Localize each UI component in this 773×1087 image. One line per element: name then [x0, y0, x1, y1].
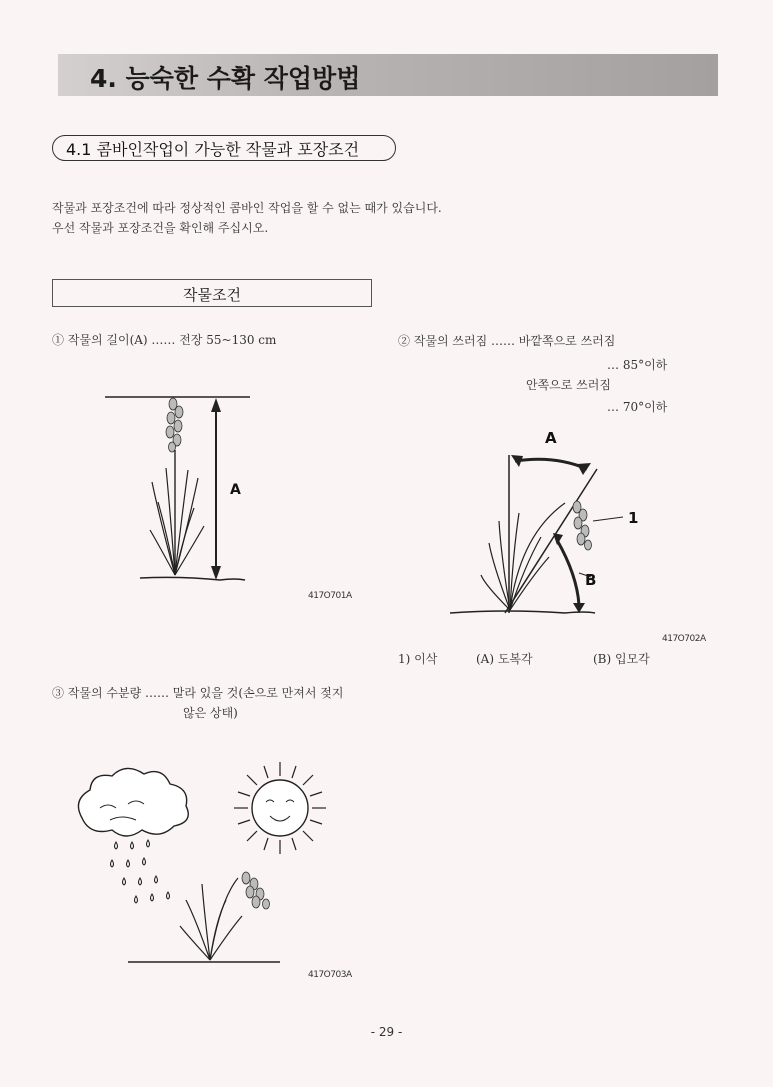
figure-code-1: 417O701A — [308, 591, 352, 601]
crop-length-illustration — [100, 390, 280, 600]
lodging-angle-illustration — [445, 425, 665, 625]
figure-code-3: 417O703A — [308, 970, 352, 980]
lodging-label-a: A — [545, 429, 557, 447]
crop-length-text: ① 작물의 길이(A) …… 전장 55~130 cm — [52, 333, 277, 347]
intro-text — [52, 198, 442, 238]
figure-code-2: 417O702A — [662, 634, 706, 644]
lodging-line-1: ② 작물의 쓰러짐 …… 바깥쪽으로 쓰러짐 — [398, 334, 616, 348]
legend-ear: 1) 이삭 — [398, 652, 438, 666]
moisture-line-1: ③ 작물의 수분량 …… 말라 있을 것(손으로 만져서 젖지 — [52, 686, 344, 700]
ear-label-1: 1 — [628, 509, 639, 527]
lodging-line-4: … 70°이하 — [607, 400, 668, 414]
chapter-title: 4. 능숙한 수확 작업방법 — [90, 64, 361, 93]
intro-line-1: 작물과 포장조건에 따라 정상적인 콤바인 작업을 할 수 없는 때가 있습니다. — [52, 201, 442, 215]
moisture-line-2: 않은 상태) — [183, 706, 238, 720]
page-number: - 29 - — [370, 1025, 403, 1039]
moisture-illustration — [70, 760, 370, 980]
section-title: 4.1 콤바인작업이 가능한 작물과 포장조건 — [66, 140, 360, 159]
crop-conditions-heading: 작물조건 — [183, 286, 241, 304]
lodging-line-3: 안쪽으로 쓰러짐 — [526, 378, 611, 392]
legend-lodging-angle: (A) 도복각 — [476, 652, 533, 666]
intro-line-2: 우선 작물과 포장조건을 확인해 주십시오. — [52, 221, 269, 235]
length-label-a: A — [230, 482, 241, 498]
legend-standing-angle: (B) 입모각 — [593, 652, 650, 666]
lodging-line-2: … 85°이하 — [607, 358, 668, 372]
lodging-label-b: B — [585, 571, 597, 589]
